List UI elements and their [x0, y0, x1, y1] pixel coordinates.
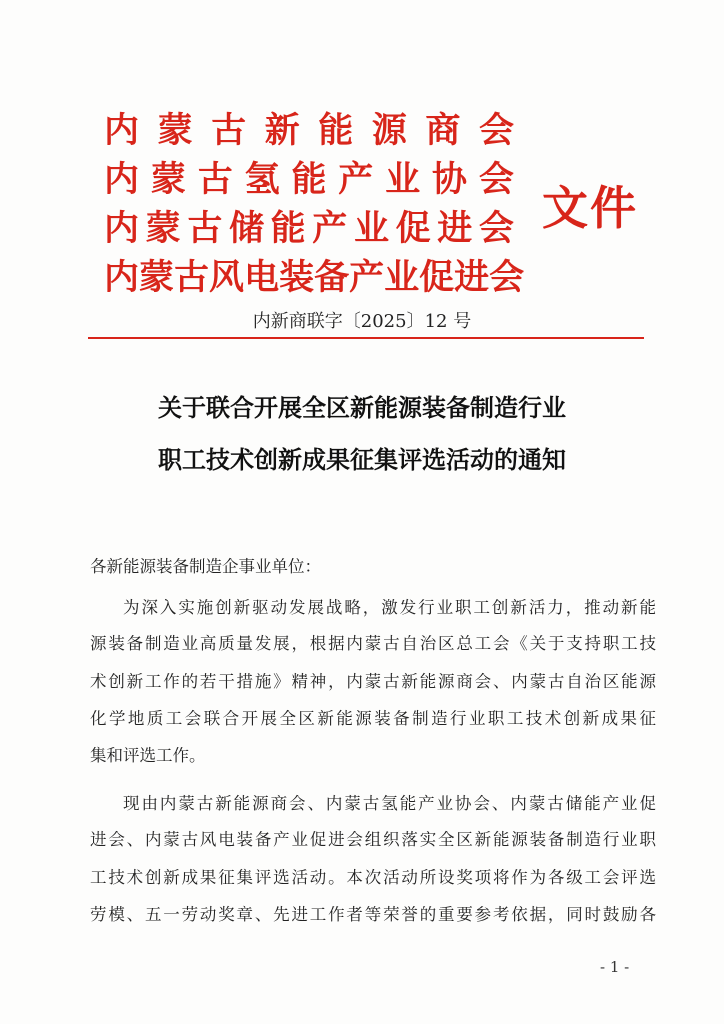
issuer-char: 蒙 [157, 110, 193, 151]
issuer-char: 电 [244, 257, 280, 298]
issuer-char: 产 [349, 257, 385, 298]
issuer-char: 产 [312, 208, 348, 249]
issuer-char: 蒙 [145, 208, 181, 249]
body-line: 劳模、五一劳动奖章、先进工作者等荣誉的重要参考依据，同时鼓励各 [90, 905, 656, 924]
document-number: 内新商联字〔2025〕12 号 [252, 311, 472, 332]
issuer-char: 业 [384, 257, 420, 298]
issuer-char: 业 [353, 208, 389, 249]
issuer-char: 新 [264, 110, 300, 151]
issuer-char: 储 [228, 208, 264, 249]
issuer-char: 会 [478, 208, 514, 249]
document-title-line-2: 职工技术创新成果征集评选活动的通知 [158, 446, 566, 474]
issuer-char: 古 [187, 208, 223, 249]
issuer-char: 能 [318, 110, 354, 151]
issuer-block [104, 106, 524, 302]
issuer-char: 能 [270, 208, 306, 249]
issuer-char: 进 [437, 208, 473, 249]
body-line: 现由内蒙古新能源商会、内蒙古氢能产业协会、内蒙古储能产业促 [123, 794, 656, 813]
salutation: 各新能源装备制造企事业单位： [90, 557, 321, 576]
body-line: 术创新工作的若干措施》精神，内蒙古新能源商会、内蒙古自治区能源 [90, 672, 656, 691]
body-line: 进会、内蒙古风电装备产业促进会组织落实全区新能源装备制造行业职 [90, 830, 656, 849]
issuer-char: 商 [425, 110, 461, 151]
issuer-char: 古 [174, 257, 210, 298]
issuer-char: 促 [395, 208, 431, 249]
issuer-char: 进 [454, 257, 490, 298]
body-line: 工技术创新成果征集评选活动。本次活动所设奖项将作为各级工会评选 [90, 868, 656, 887]
issuer-char: 蒙 [150, 159, 186, 200]
issuer-char: 业 [385, 159, 421, 200]
issuer-char: 促 [419, 257, 455, 298]
issuer-char: 风 [209, 257, 245, 298]
body-line: 集和评选工作。 [90, 746, 206, 765]
document-title-line-1: 关于联合开展全区新能源装备制造行业 [158, 394, 566, 422]
issuer-char: 氢 [244, 159, 280, 200]
issuer-char: 会 [478, 110, 514, 151]
issuer-char: 会 [489, 257, 525, 298]
issuer-char: 古 [197, 159, 233, 200]
issuer-char: 内 [104, 110, 140, 151]
document-type-label: 文件 [542, 181, 638, 235]
page-number: - 1 - [600, 958, 630, 976]
issuer-name [104, 106, 514, 155]
issuer-char: 蒙 [139, 257, 175, 298]
issuer-char: 能 [291, 159, 327, 200]
issuer-name [104, 155, 514, 204]
issuer-char: 古 [211, 110, 247, 151]
issuer-char: 协 [432, 159, 468, 200]
issuer-char: 备 [314, 257, 350, 298]
issuer-char: 内 [104, 257, 140, 298]
body-line: 化学地质工会联合开展全区新能源装备制造行业职工技术创新成果征 [90, 709, 656, 728]
issuer-char: 内 [104, 159, 140, 200]
issuer-char: 内 [104, 208, 140, 249]
issuer-char: 会 [478, 159, 514, 200]
body-line: 源装备制造业高质量发展，根据内蒙古自治区总工会《关于支持职工技 [90, 634, 656, 653]
issuer-name [104, 253, 525, 302]
red-divider [88, 337, 644, 339]
issuer-name [104, 204, 514, 253]
issuer-char: 源 [371, 110, 407, 151]
issuer-char: 产 [338, 159, 374, 200]
issuer-char: 装 [279, 257, 315, 298]
body-line: 为深入实施创新驱动发展战略，激发行业职工创新活力，推动新能 [123, 598, 656, 617]
